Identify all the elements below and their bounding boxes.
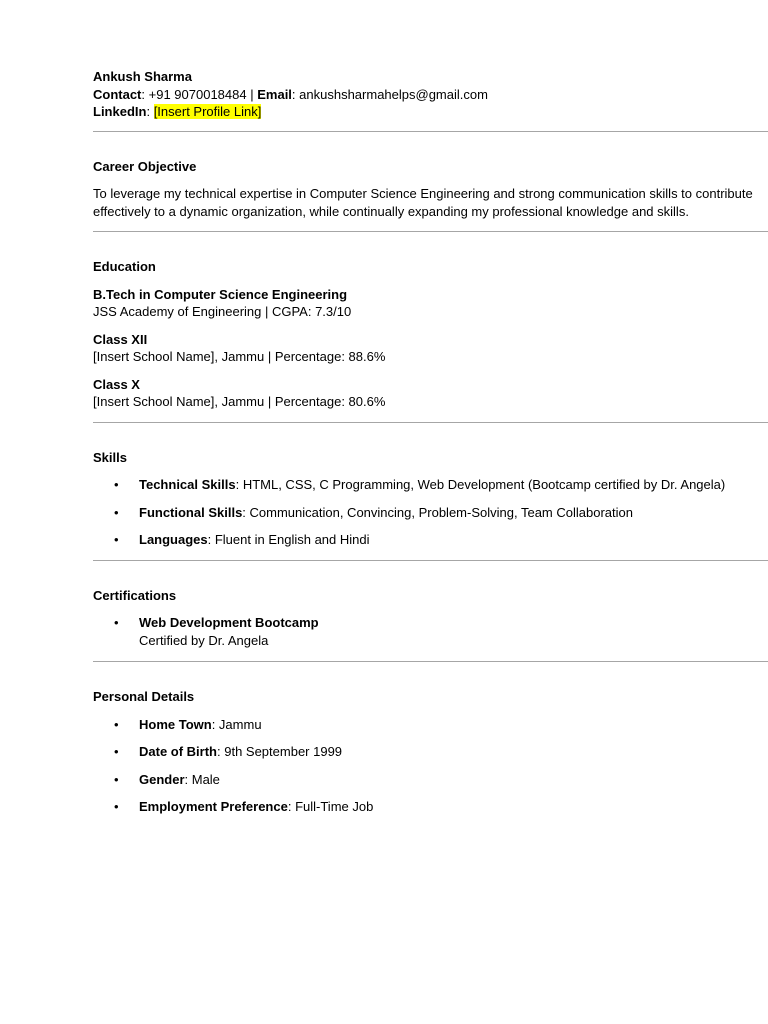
skill-value: : Fluent in English and Hindi [207, 532, 370, 547]
list-item [93, 716, 768, 734]
linkedin-placeholder: [Insert Profile Link] [153, 104, 262, 119]
detail-label: Date of Birth [139, 744, 217, 759]
list-item [93, 504, 768, 522]
email-label: Email [257, 86, 292, 102]
education-entry [93, 286, 768, 321]
list-item [93, 798, 768, 816]
education-degree: Class XII [93, 331, 148, 347]
education-degree: B.Tech in Computer Science Engineering [93, 286, 348, 302]
contact-line: Contact: +91 9070018484 | Email: ankushsharmahelps@gmail.com [93, 86, 488, 102]
education-entry [93, 331, 768, 366]
section-divider [93, 422, 768, 423]
section-divider [93, 661, 768, 662]
skill-label: Functional Skills [139, 504, 243, 520]
section-title-career-objective: Career Objective [93, 158, 197, 174]
list-item [93, 771, 768, 789]
certifications-section [93, 587, 768, 650]
skills-section [93, 449, 768, 549]
section-title-personal-details: Personal Details [93, 689, 195, 704]
section-title-education: Education [93, 259, 156, 274]
career-objective-text: To leverage my technical expertise in Computer Science Engineering and strong communication skills to contribute effectively to a dynamic organization, while continually expanding my professional knowledge and skills. [93, 186, 753, 219]
email-address[interactable]: ankushsharmahelps@gmail.com [299, 86, 488, 102]
education-detail: [Insert School Name], Jammu | Percentage: 80.6% [93, 394, 386, 409]
contact-label: Contact [93, 86, 142, 102]
detail-value: : Jammu [211, 716, 262, 732]
skill-label: Languages [139, 532, 208, 547]
certification-name: Web Development Bootcamp [139, 615, 319, 630]
contact-separator: | [250, 86, 254, 102]
detail-label: Employment Preference [139, 799, 288, 814]
education-degree: Class X [93, 376, 140, 392]
education-entry [93, 376, 768, 411]
career-objective-section [93, 158, 768, 221]
list-item [93, 614, 768, 649]
personal-details-list [93, 716, 768, 816]
skill-value: : HTML, CSS, C Programming, Web Development (Bootcamp certified by Dr. Angela) [235, 477, 726, 492]
section-divider [93, 560, 768, 561]
linkedin-label: LinkedIn [93, 104, 147, 119]
education-section [93, 258, 768, 411]
section-title-certifications: Certifications [93, 587, 177, 603]
linkedin-line: LinkedIn: [Insert Profile Link] [93, 104, 262, 119]
resume-page [93, 68, 768, 816]
section-divider [93, 231, 768, 232]
section-title-skills: Skills [93, 449, 127, 465]
contact-phone: +91 9070018484 [148, 86, 247, 102]
detail-label: Home Town [139, 716, 212, 732]
detail-value: : Male [184, 771, 220, 787]
resume-header [93, 68, 768, 121]
education-detail: JSS Academy of Engineering | CGPA: 7.3/10 [93, 304, 352, 319]
list-item [93, 531, 768, 549]
skill-label: Technical Skills [139, 477, 236, 492]
skill-value: : Communication, Convincing, Problem-Solving, Team Collaboration [242, 504, 633, 520]
detail-value: : Full-Time Job [287, 799, 374, 814]
certification-detail: Certified by Dr. Angela [139, 632, 269, 648]
list-item [93, 743, 768, 761]
detail-value: : 9th September 1999 [217, 744, 343, 759]
certifications-list [93, 614, 768, 649]
section-divider [93, 131, 768, 132]
skills-list [93, 476, 768, 549]
education-detail: [Insert School Name], Jammu | Percentage: 88.6% [93, 349, 386, 364]
candidate-name: Ankush Sharma [93, 69, 192, 84]
list-item [93, 476, 768, 494]
detail-label: Gender [139, 771, 185, 787]
personal-details-section [93, 688, 768, 816]
